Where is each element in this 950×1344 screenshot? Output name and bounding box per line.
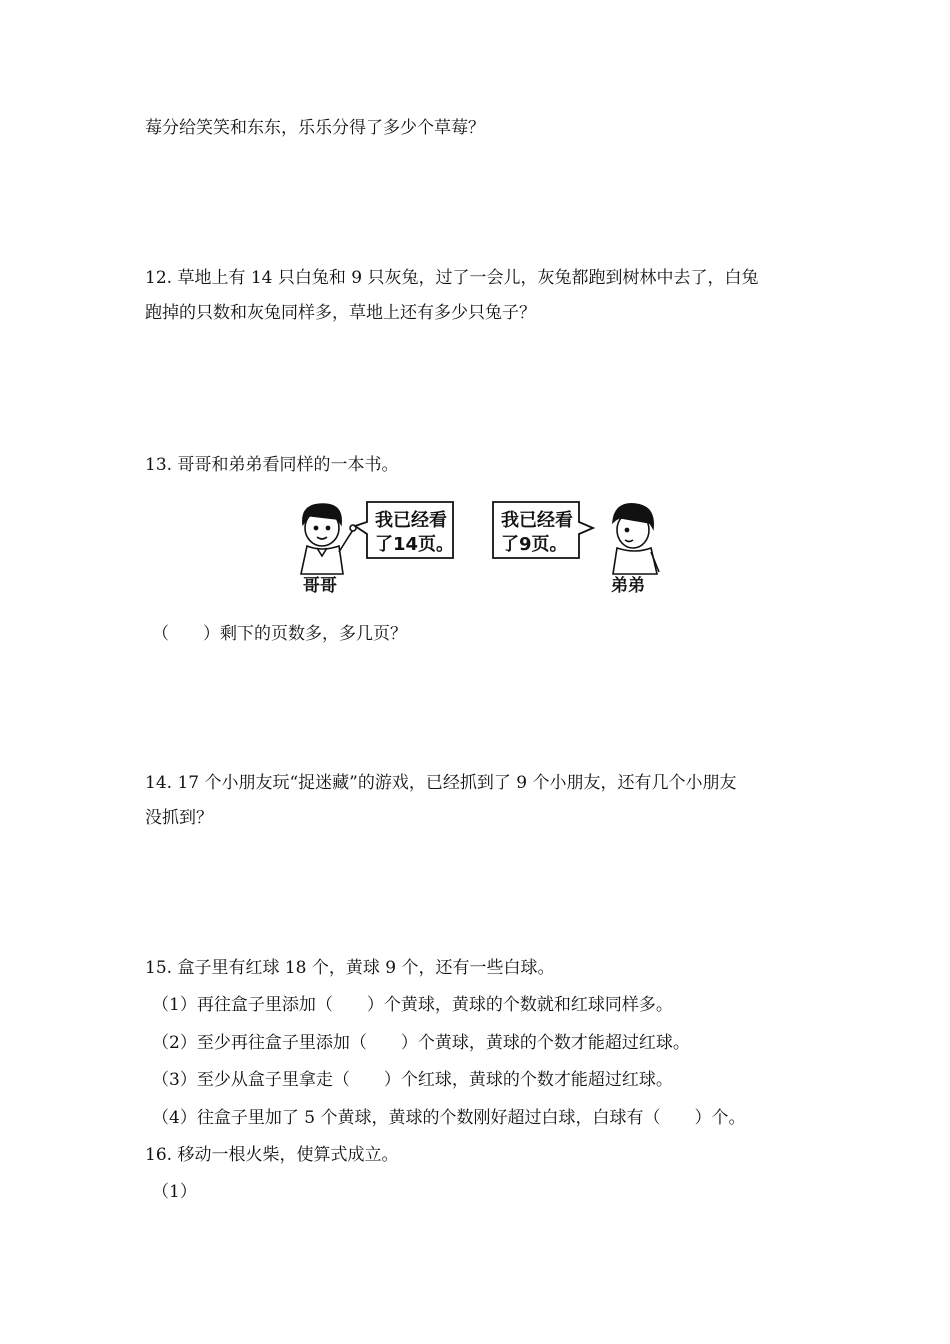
question-15: 15. 盒子里有红球 18 个，黄球 9 个，还有一些白球。 [145,958,555,978]
question-14-line-2: 没抓到？ [145,808,213,828]
question-14-line-1: 14. 17 个小朋友玩“捉迷藏”的游戏，已经抓到了 9 个小朋友，还有几个小朋友 [145,773,737,793]
question-16: 16. 移动一根火柴，使算式成立。 [145,1145,399,1165]
brother-bubble-line-1: 我已经看 [375,510,447,531]
reading-illustration [295,496,665,596]
question-15-part-1: （1）再往盒子里添加（ ）个黄球，黄球的个数就和红球同样多。 [152,995,673,1015]
question-12-line-1: 12. 草地上有 14 只白兔和 9 只灰兔，过了一会儿，灰兔都跑到树林中去了，白兔 [145,268,759,288]
question-15-part-2: （2）至少再往盒子里添加（ ）个黄球，黄球的个数才能超过红球。 [152,1033,690,1053]
younger-figure [613,504,659,574]
younger-bubble-line-2: 了9页。 [501,534,568,555]
brother-bubble-line-2: 了14页。 [375,534,455,555]
question-12-line-2: 跑掉的只数和灰兔同样多，草地上还有多少只兔子？ [145,303,536,323]
brother-figure [301,504,356,574]
question-15-part-4: （4）往盒子里加了 5 个黄球，黄球的个数刚好超过白球，白球有（ ）个。 [152,1108,746,1128]
question-13-sub: （ ）剩下的页数多，多几页？ [152,624,407,644]
text-line: 莓分给笑笑和东东，乐乐分得了多少个草莓？ [145,118,485,138]
question-16-part-1: （1） [152,1182,197,1202]
brother-name: 哥哥 [303,576,337,596]
question-15-part-3: （3）至少从盒子里拿走（ ）个红球，黄球的个数才能超过红球。 [152,1070,673,1090]
younger-bubble-line-1: 我已经看 [501,510,573,531]
question-13: 13. 哥哥和弟弟看同样的一本书。 [145,455,399,475]
younger-name: 弟弟 [611,576,645,596]
